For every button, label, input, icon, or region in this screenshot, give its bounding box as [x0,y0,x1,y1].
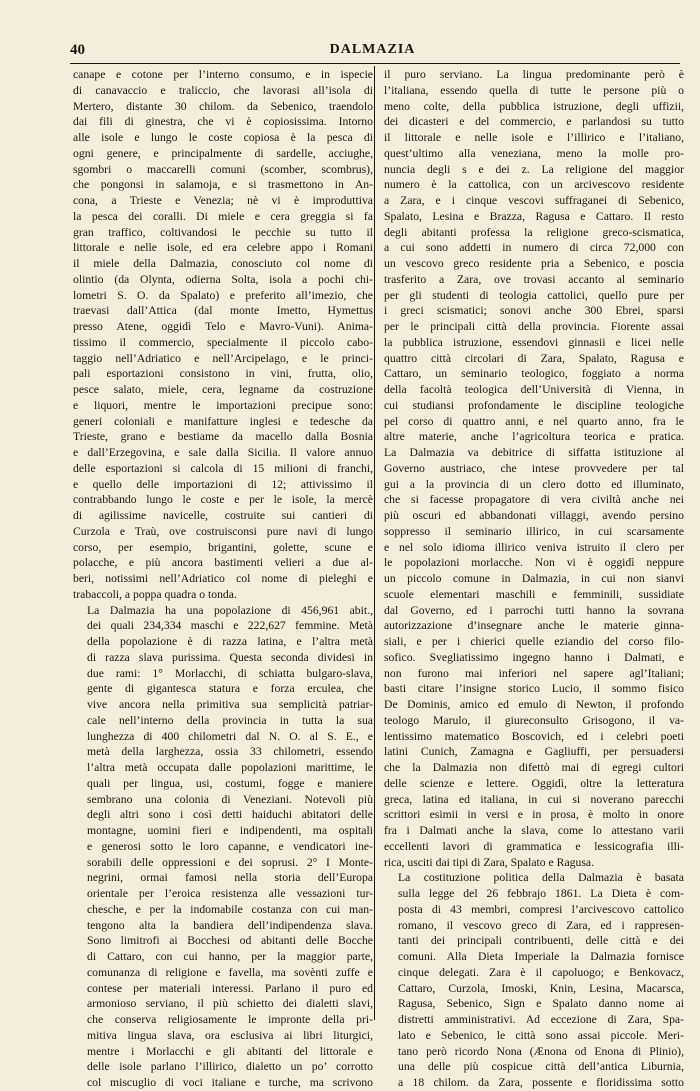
text-line: teologo Marulo, il giureconsulto Grisogono, il va- [384,713,684,727]
text-line: orientale per l’eroica resistenza alle vessazioni tur- [87,887,373,900]
text-line: sorabili delle oppressioni e dei soprusi. 2° I Monte- [87,855,373,869]
text-line: autorizzazione d’insegnare anche le materie ginna- [384,619,684,633]
text-line: Governo austriaco, che intese provvedere per tal [384,461,684,475]
text-line: La costituzione politica della Dalmazia è basata [398,871,684,885]
text-line: dei quali 234,334 maschi e 222,627 femmine. Metà [87,619,373,633]
text-line: e generosi sotto le loro capanne, e vendicatori ine- [87,839,373,853]
text-line: per gli studenti di teologia cattolici, quello pure per [384,288,684,302]
text-line: mentre i Morlacchi e gli abitanti del littorale e [87,1044,373,1058]
running-title: DALMAZIA [329,42,416,57]
text-line: altre materie, anche l’agricoltura teorica e pratica. [384,430,684,444]
text-line: quali per lingua, usi, costumi, fogge e maniere [87,776,373,790]
text-line: dei dicasteri e del commercio, e parlandosi su tutto [384,115,684,129]
text-line: di canavaccio e traliccio, che lavorasi all’isola di [73,83,373,97]
text-line: trabaccoli, a poppa quadra o tonda. [73,587,237,601]
text-line: tengono alta la bandiera dell’indipendenza slava. [87,918,373,932]
text-line: tissimo il commercio, specialmente il piccolo cabo- [73,335,373,349]
text-line: vive ancora nella primitiva sua semplicità patriar- [87,698,373,711]
text-line: montagne, uomini fieri e indipendenti, ma ospitali [87,824,373,837]
text-line: lato e Sebenico, le città sono assai piccole. Meri- [398,1028,684,1042]
right-column [384,67,684,1091]
paragraph [384,870,684,1091]
text-line: degli altri sono i così detti haiduchi abitatori delle [87,808,373,822]
text-line: contrabbando lungo le coste e per le isole, la mercè [73,493,373,507]
text-line: cale nell’interno della provincia in tutta la sua [87,713,373,727]
text-line: meno colte, della pubblica istruzione, degli uffizii, [384,99,684,113]
text-line: l’italiana, essendo quella di tutte le persone più o [384,83,684,97]
text-line: gente di gigantesca statura e forza erculea, che [87,682,373,696]
text-line: greca, latina ed italiana, in cui si noverano parecchi [384,792,684,806]
text-line: dai fili di ginestra, che vi è copiosissima. Intorno [73,115,373,129]
text-line: della facoltà teologica dell’Università di Vienna, in [384,383,684,396]
text-line: scuole elementari maschili e femminili, sussidiate [384,587,684,601]
text-line: De Dominis, amico ed emulo di Newton, il profondo [384,698,684,711]
page-header [70,42,675,62]
text-line: per le principali città della provincia. Fiorente assai [384,320,684,333]
paragraph [384,67,684,870]
text-line: di Cattaro, con cui hanno, per la maggior parte, [87,950,373,963]
text-line: che pongonsi in salamoja, e si trasmettono in An- [73,178,373,192]
text-line: tano però ricordo Nona (Ænona od Enona di Plinio), [398,1044,684,1058]
paragraph [73,67,373,603]
text-line: cinque delegati. Zara è il capoluogo; e Benkovacz, [398,965,684,979]
text-line: della popolazione è di razza latina, e l’altra metà [87,635,373,648]
text-line: Cattaro, Curzola, Imoski, Knin, Lesina, Macarsca, [398,981,684,995]
text-line: Trieste, grano e bestiame da macello dalla Bosnia [73,430,373,444]
text-line: Curzola e Traù, ove costruisconsi pure navi di lungo [73,524,373,538]
text-line: Cattaro, un seminario teologico, foggiato a norma [384,367,684,381]
text-line: che conserva religiosamente le impronte della pri- [87,1013,373,1026]
text-line: rica, usciti dai tipi di Zara, Spalato e Ragusa. [384,855,594,869]
text-line: posta di 43 membri, compresi l’arcivescovo cattolico [398,902,684,916]
text-line: metà della larghezza, ossia 33 chilometri, essendo [87,745,373,759]
text-line: un vescovo greco residente pria a Sebenico, e poscia [384,257,684,270]
text-line: armonioso serviano, il più schietto dei dialetti slavi, [87,997,373,1011]
text-line: che si facesse propagatore di vera civiltà anche nei [384,493,684,507]
text-line: pali esportazioni consistono in vini, frutta, olio, [73,367,373,381]
text-line: a cui sono addetti in numero di circa 72,000 con [384,241,684,255]
text-line: negrini, ormai famosi nella storia dell’Europa [87,871,373,885]
text-line: che la Dalmazia non difettò mai di egregi cultori [384,761,684,774]
text-line: distretti amministrativi. Ad eccezione di Zara, Spa- [398,1013,684,1026]
text-line: non furono mai inferiori nel sapere agl’Italiani; [384,666,684,680]
text-line: il puro serviano. La lingua predominante però è [384,68,684,81]
text-line: la pesca dei coralli. Di miele e cera greggia si fa [73,209,373,223]
text-line: il miele della Dalmazia, conosciuto col nome di [73,257,373,270]
text-line: comuni. Alla Dieta Imperiale la Dalmazia fornisce [398,950,684,963]
text-line: dal Governo, ed i parrochi tutti hanno la sovrana [384,603,684,617]
text-line: olintio (da Olynta, odierna Solta, isola a pochi chi- [73,272,373,286]
text-line: sulla legge del 26 febbrajo 1861. La Dieta è com- [398,887,684,900]
text-line: pesce salato, miele, cera, legname da costruzione [73,383,373,396]
text-line: Sono limitrofi ai Bocchesi od abitanti delle Bocche [87,934,373,948]
header-rule [70,63,680,64]
text-line: fra i Dalmati anche la slava, come lo attestano varii [384,824,684,837]
left-column [73,67,373,1091]
text-line: sofico. Svegliatissimo ingegno hanno i Dalmati, e [384,650,684,664]
text-line: più oscuri ed abbandonati villaggi, avendo persino [384,509,684,522]
text-line: di agilissime navicelle, costruite sui cantieri di [73,509,373,522]
text-line: numero è la cattolica, con un arcivescovo residente [384,178,684,192]
column-divider [374,66,375,1020]
text-line: contese per materiali interessi. Parlano il puro ed [87,981,373,995]
text-line: La Dalmazia ha una popolazione di 456,961 abit., [87,603,373,617]
text-line: una delle più cospicue città dell’antica Liburnia, [398,1060,684,1074]
text-line: cona, a Trieste e Venezia; nè vi è improduttiva [73,194,373,207]
text-line: scrittori esimii in versi e in prosa, è molto in onore [384,808,684,822]
text-line: e liquori, mentre le importazioni precipue sono: [73,398,373,412]
text-line: quest’ultimo alla veneziana, meno la molle pro- [384,146,684,160]
page-number: 40 [70,42,85,58]
text-line: basti citare l’insigne storico Lucio, il sommo fisico [384,682,684,696]
text-line: un piccolo comune in Dalmazia, in cui non sianvi [384,572,684,585]
text-line: a 18 chilom. da Zara, possente e floridissima sotto [398,1076,684,1089]
text-line: e quello delle importazioni di 12; attivissimo il [73,477,373,491]
text-line: delle scienze e lettere. Oggidì, oltre la letteratura [384,776,684,790]
paragraph [73,603,373,1091]
text-line: generi coloniali e manifatture inglesi e tedesche da [73,414,373,428]
text-line: l’altra metà occupata dalle popolazioni marittime, le [87,761,373,774]
text-line: i greci scismatici; sonovi anche 300 Ebrei, sparsi [384,304,684,318]
text-line: la pubblica istruzione, essendovi ginnasii e licei nelle [384,335,684,349]
text-line: siali, e per i chierici quelle eziandio del corso filo- [384,635,684,648]
text-line: col miscuglio di voci italiane e turche, ma scrivono [87,1076,373,1089]
text-line: sembrano una colonia di Veneziani. Notevoli più [87,792,373,806]
text-line: presso Atene, oggidì Telo e Mavro-Vuni). Anima- [73,320,373,333]
text-line: gran traffico, coltivandosi le pecchie su tutto il [73,225,373,239]
text-line: di razza slava purissima. Questa seconda dividesi in [87,650,373,664]
text-line: Mertero, distante 30 chilom. da Sebenico, traendolo [73,99,373,113]
text-line: romano, il vescovo greco di Zara, ed i rappresen- [398,918,684,932]
text-line: corso, per esempio, brigantini, golette, scune e [73,540,373,554]
text-line: pel corso di quattro anni, e nel quarto anno, fra le [384,414,684,428]
text-line: taggio nell’Adriatico e nell’Arcipelago, e le princi- [73,351,373,365]
text-line: lunghezza di 400 chilometri dal N. O. al S. E., e [87,729,373,743]
text-line: a Zara, e i cinque vescovi suffraganei di Sebenico, [384,194,684,207]
text-line: il littorale e nelle isole e l’illirico e l’italiano, [384,131,684,144]
text-line: littorale e nelle isole, ed era celebre appo i Romani [73,241,373,255]
text-line: eccellenti lavori di grammatica e lessicografia illi- [384,839,684,853]
text-line: Ragusa, Sebenico, Sign e Spalato danno nome ai [398,997,684,1011]
text-line: soppresso il seminario illirico, in cui scarsamente [384,524,684,538]
text-line: degli abitanti professa la religione greco-scismatica, [384,225,684,239]
text-line: nuncia degli s e dei z. La religione del maggior [384,162,684,176]
text-line: gui a la provincia di un clero dotto ed illuminato, [384,477,684,491]
text-line: quattro città circolari di Zara, Spalato, Ragusa e [384,351,684,365]
text-line: due rami: 1° Morlacchi, di schiatta bulgaro-slava, [87,666,373,680]
text-line: tanti dei principali contribuenti, delle città e dei [398,934,684,948]
text-line: delle esportazioni si calcola di 15 milioni di franchi, [73,461,373,475]
text-line: ogni genere, e principalmente di sardelle, acciughe, [73,146,373,160]
text-line: trasferito a Zara, ove trovasi accanto al seminario [384,272,684,286]
text-line: delle isole parlano l’illirico, dialetto un po’ corrotto [87,1060,373,1074]
text-line: lentissimo matematico Boscovich, ed i celebri poeti [384,729,684,743]
text-line: comunanza di religione e favella, ma sovènti zuffe e [87,965,373,979]
text-line: beri, notissimi nell’Adriatico col nome di pieleghi e [73,572,373,585]
text-line: e dall’Erzegovina, e sale dalla Sicilia. Il valore annuo [73,446,373,459]
text-line: le popolazioni morlacche. Non vi è oggidì neppure [384,556,684,570]
text-line: cui studiansi profondamente le discipline teologiche [384,398,684,412]
text-line: alle isole e lungo le coste copiosa è la pesca di [73,131,373,144]
text-line: sgombri o maccarelli comuni (scomber, scombrus), [73,162,373,176]
text-line: La Dalmazia va debitrice di siffatta istituzione al [384,446,684,459]
text-line: mitiva lingua slava, ora esclusiva ai libri liturgici, [87,1028,373,1042]
text-line: lometri S. O. da Spalato) e preferito all’imezio, che [73,288,373,302]
text-line: traevasi dall’Attica (dal monte Imetto, Hymettus [73,304,373,318]
text-line: e nel solo idioma illirico veniva istruito il clero per [384,540,684,554]
text-line: latini Cunich, Zamagna e Gagliuffi, per persuadersi [384,745,684,759]
text-line: polacche, e più ancora bastimenti velieri a due al- [73,556,373,570]
text-line: chesche, e per la indomabile costanza con cui man- [87,902,373,916]
text-line: canape e cotone per l’interno consumo, e in ispecie [73,68,373,81]
text-line: Spalato, Lesina e Brazza, Ragusa e Cattaro. Il resto [384,209,684,223]
